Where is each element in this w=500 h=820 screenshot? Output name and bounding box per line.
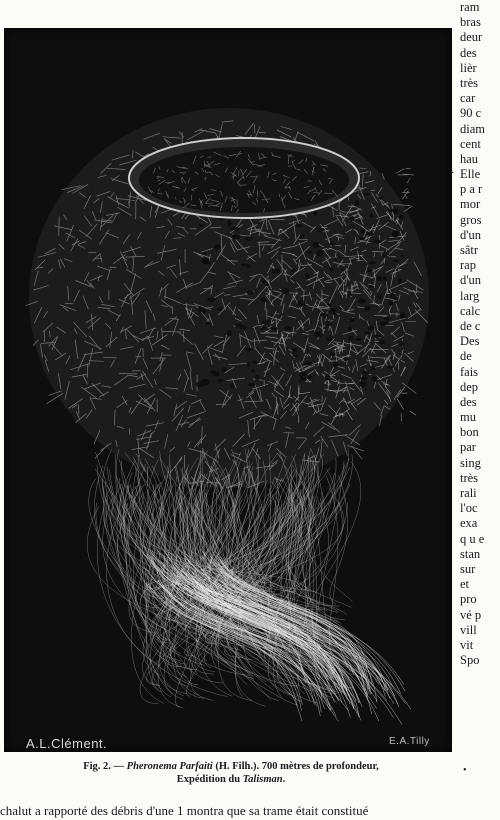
pore [372,377,378,382]
column-line: sur [460,561,476,576]
pore [379,321,388,325]
pore [230,384,234,388]
pore [398,341,404,346]
pore [384,317,391,321]
pore [316,250,323,256]
figure-caption [14,760,448,786]
pore [398,215,404,219]
sponge-engraving [4,28,455,752]
pore [235,324,243,328]
pore [325,378,329,380]
column-line: Spo [460,653,480,668]
column-line: deur [460,30,483,45]
pore [217,307,223,311]
column-line: rap [460,258,476,273]
pore [359,377,368,380]
pore [228,220,232,227]
column-line: 90 c [460,106,482,121]
pore [369,214,373,218]
pore [202,308,206,314]
caption-vessel: Talisman [242,774,283,785]
pore [393,297,399,301]
column-line: q u e [460,531,485,546]
pore [374,240,383,244]
pore [389,301,394,305]
column-line: l'oc [460,501,478,516]
pore [299,372,307,377]
column-line: rali [460,486,477,500]
pore [248,383,256,387]
column-line: des [460,394,477,409]
pore [214,244,220,249]
pore [331,308,338,311]
pore [251,369,256,372]
column-line: hau [460,151,479,166]
pore [367,232,374,237]
pore [198,306,202,312]
pore [378,197,383,200]
pore [327,304,332,306]
pore [264,283,269,286]
pore [349,327,353,331]
pore [338,378,342,380]
pore [344,357,350,361]
pore [281,288,290,294]
column-line: d'un [460,227,482,242]
pore [306,250,313,253]
pore [292,269,296,274]
pore [361,371,369,376]
pore [354,200,359,206]
pore [399,278,402,285]
pore [382,251,387,257]
pore [354,338,362,340]
margin-bullet: • [463,765,467,776]
pore [245,236,253,240]
column-line: très [460,470,479,485]
pore [347,290,351,297]
pore [247,362,251,367]
pore [252,361,258,364]
column-line: sâtr [460,243,479,257]
pore [260,298,267,302]
column-line: sing [460,455,481,470]
pore [247,290,254,294]
pore [270,327,278,330]
pore [326,337,332,341]
column-line: pro [460,592,477,607]
pore [320,313,328,317]
pore [296,224,303,227]
caption-prefix: Fig. 2. — [83,761,127,772]
pore [262,320,271,326]
pore [377,276,382,281]
pore [284,326,292,330]
caption-line2-prefix: Expédition du [176,774,243,785]
pore [330,353,335,356]
column-line: d'un [460,273,482,288]
column-line: par [460,440,476,455]
pore [373,335,381,338]
column-line: mu [460,410,476,425]
pore [247,265,251,268]
pore [199,224,204,226]
pore [400,313,406,319]
column-line: car [460,91,476,106]
pore [393,259,399,262]
pore [379,340,385,345]
pore [337,256,346,258]
pore [333,362,338,367]
column-line: gros [460,212,482,227]
column-line: de c [460,318,481,333]
column-line: larg [460,288,480,303]
osculum-interior [139,147,349,213]
pore [333,257,337,259]
column-line: p a r [460,182,483,197]
column-line: vit [460,637,474,652]
pore [203,262,211,265]
caption-line2-suffix: . [282,774,286,785]
pore [358,381,366,387]
column-line: Des [460,334,480,349]
pore [348,318,355,322]
column-line: calc [460,303,481,318]
pore [305,349,310,354]
pore [212,371,219,376]
pore [202,379,210,386]
pore [305,274,310,280]
pore [245,348,254,351]
pore [313,242,319,249]
pore [364,193,370,196]
artist-signature-left: A.L.Clément. [26,736,108,751]
pore [364,306,370,311]
caption-species: Pheronema Parfaiti [126,761,213,772]
pore [370,366,375,371]
pore [292,348,297,354]
pore [313,211,317,216]
pore [221,367,227,372]
pore [300,234,304,240]
margin-bullet: · [451,168,455,179]
column-line: des [460,45,477,60]
illustration-plate [4,28,455,752]
pore [317,228,324,233]
column-line: Elle [460,167,481,182]
root-tuft-bright [144,549,411,724]
pore [333,312,337,315]
pore [324,321,331,327]
pore [207,297,216,302]
pore [228,330,232,336]
pore [368,326,375,331]
pore [369,285,374,288]
pore [349,336,354,342]
pore [369,262,376,265]
pore [314,332,319,337]
column-line: dep [460,379,479,394]
column-line: mor [460,197,481,212]
pore [232,234,241,240]
pore [307,375,312,380]
caption-line-2 [14,773,448,786]
pore [255,375,259,381]
column-line: et [460,577,470,592]
pore [231,227,240,230]
pore [392,231,399,238]
caption-rest: (H. Filh.). 700 mètres de profondeur, [212,761,379,772]
pore [329,268,333,272]
pore [386,365,393,368]
pore [329,242,336,246]
pore [378,294,381,299]
pore [305,362,313,366]
pore [367,269,371,273]
column-line: cent [460,136,481,151]
pore [272,268,280,274]
pore [202,252,207,255]
column-line: stan [460,546,481,561]
adjacent-text-column [460,0,500,668]
pore [359,237,364,240]
pore [261,327,268,331]
column-line: fais [460,364,479,379]
caption-line-1 [14,760,448,773]
pore [387,209,394,213]
column-line: diam [460,121,485,136]
column-line: vé p [460,607,482,622]
pore [293,355,299,358]
pore [297,300,305,307]
pore [365,331,370,334]
pore [360,230,365,234]
continued-body-text: chalut a rapporté des débris d'une 1 montra que sa trame était constitué [0,803,369,818]
column-line: de [460,349,472,364]
column-line: très [460,75,479,90]
column-line: lièr [460,60,477,75]
column-line: bon [460,425,479,440]
column-line: exa [460,516,478,531]
column-line: ram [460,0,480,14]
pore [299,376,307,382]
pore [261,279,266,283]
pore [400,254,404,257]
pore [204,322,211,325]
pore [383,276,387,281]
pore [217,379,223,383]
column-line: vill [460,622,477,637]
artist-signature-right: E.A.Tilly [389,736,430,747]
pore [341,268,345,271]
pore [358,299,366,304]
pore [349,216,355,221]
column-line: bras [460,15,481,30]
